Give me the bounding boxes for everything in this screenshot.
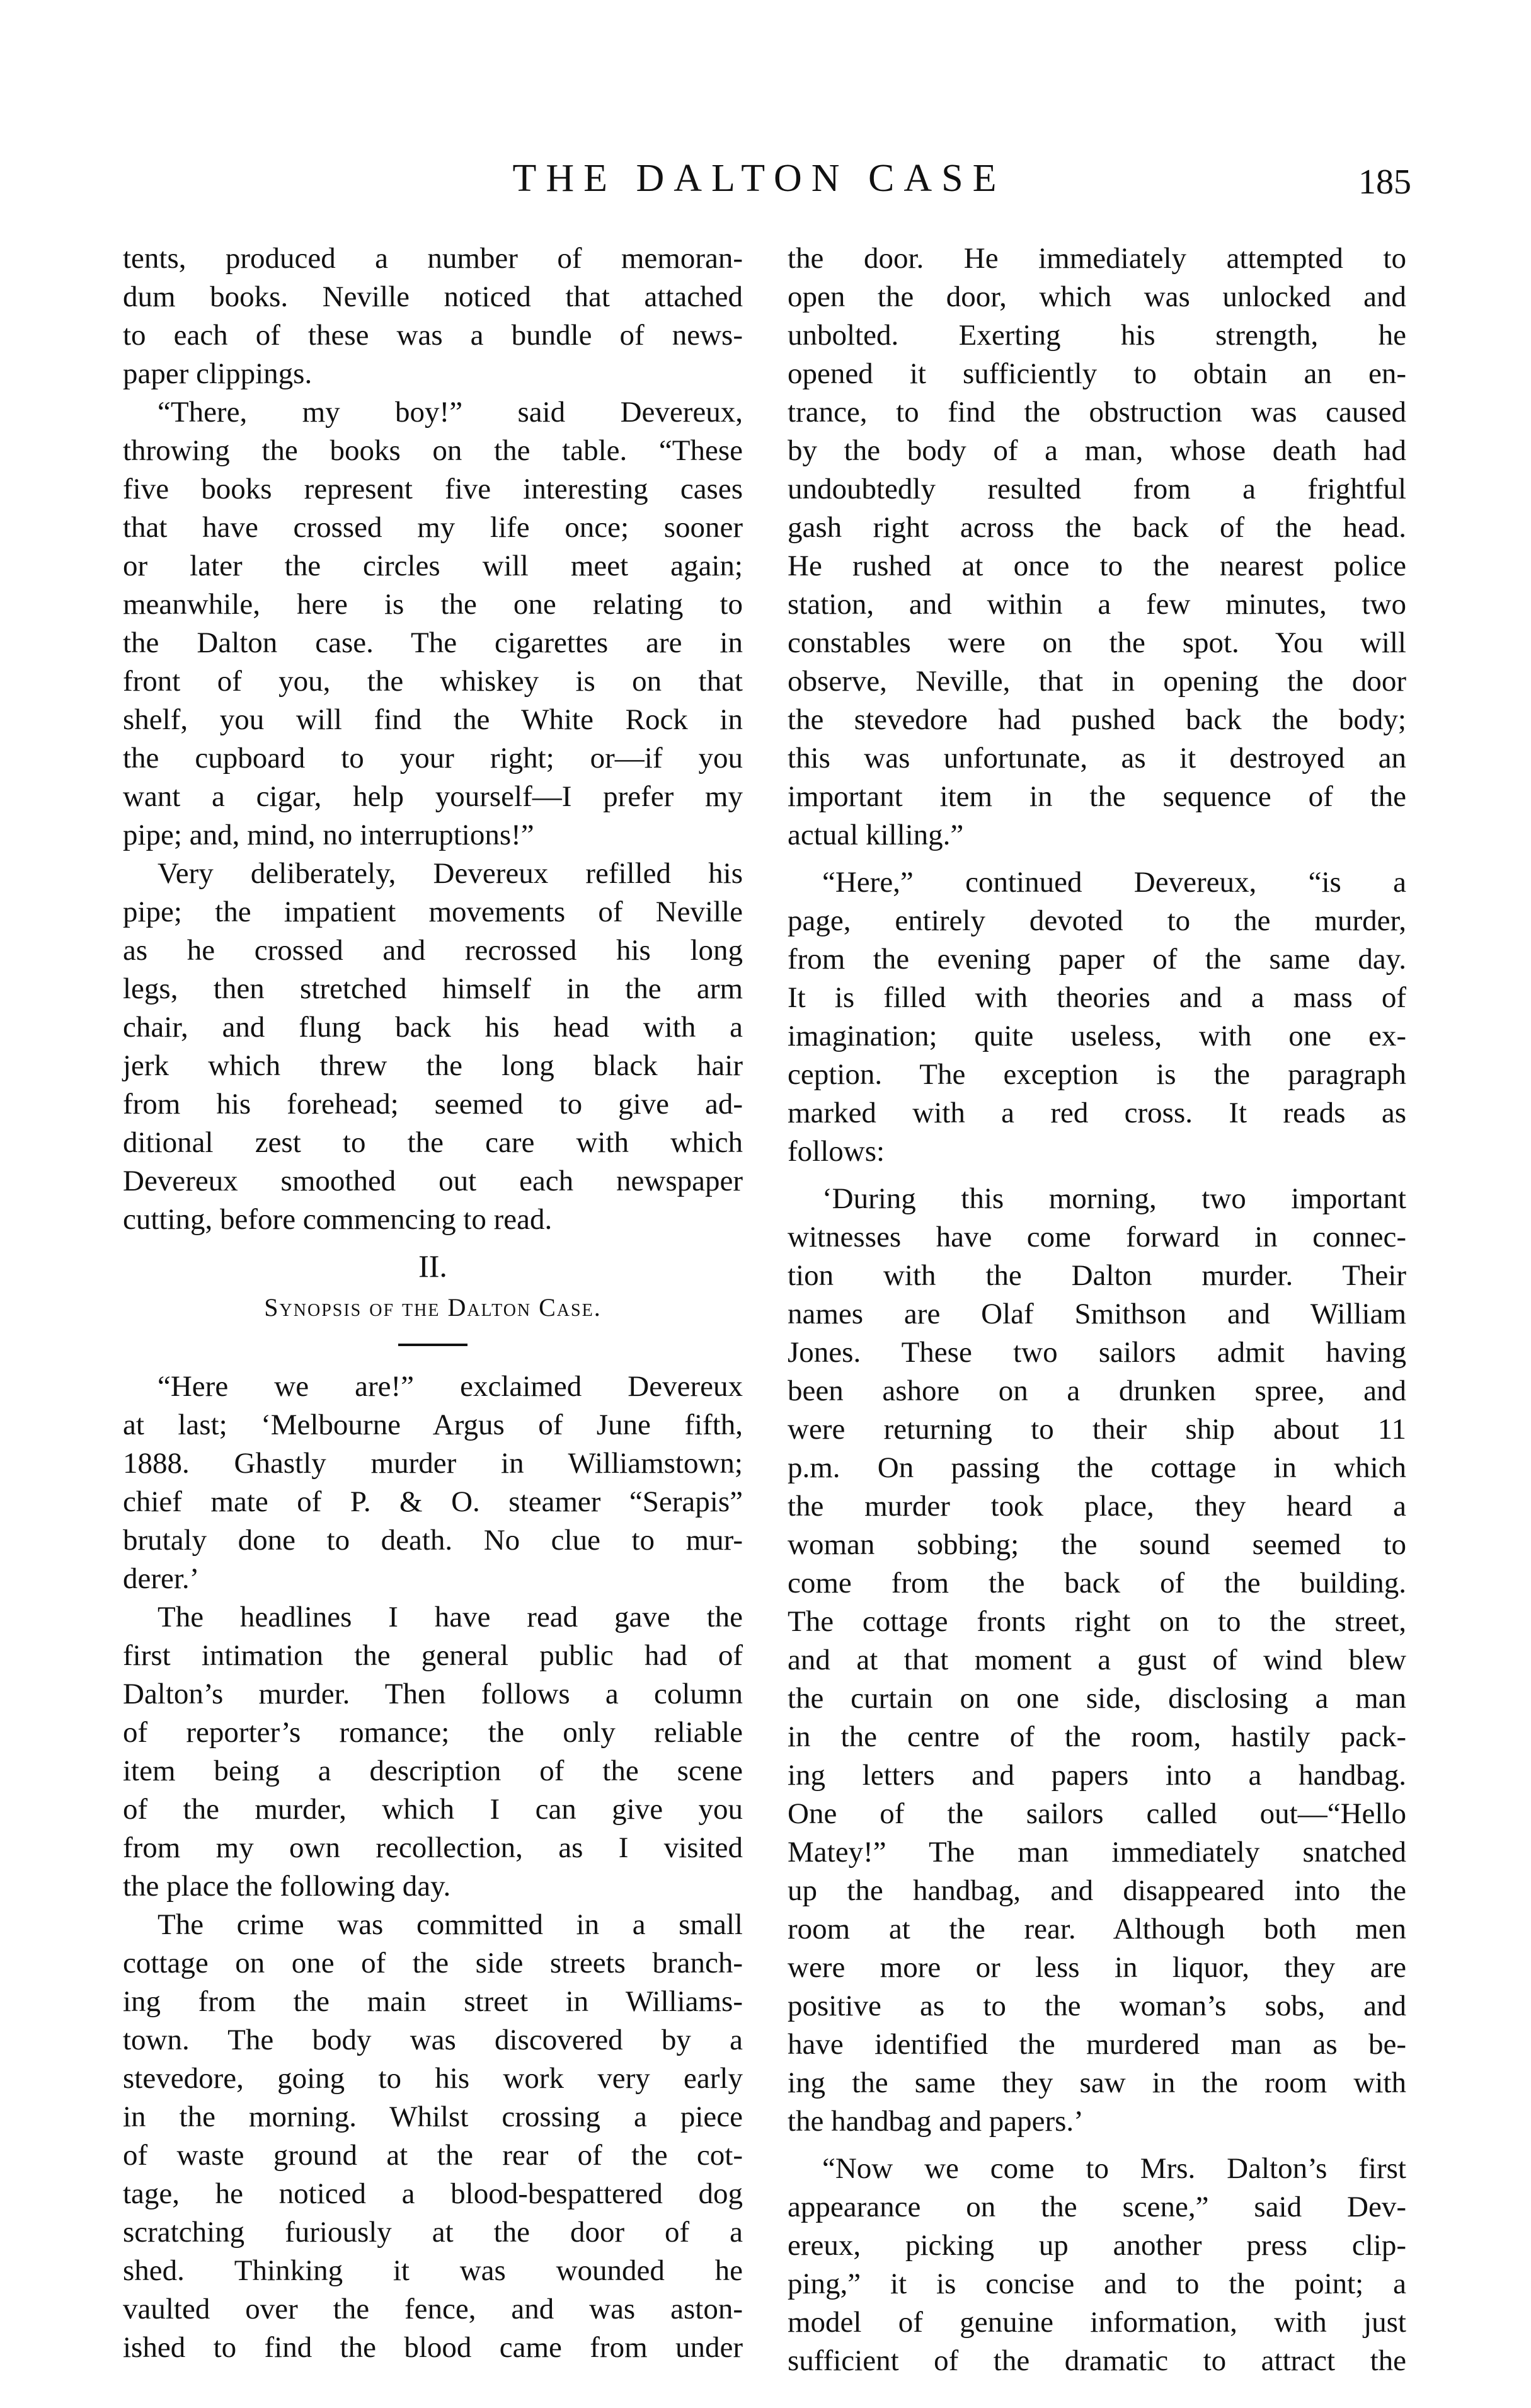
left-block-1	[123, 239, 743, 1239]
text-line: the Dalton case. The cigarettes are in	[123, 626, 743, 659]
text-line: Dalton’s murder. Then follows a column	[123, 1678, 743, 1710]
text-line: appearance on the scene,” said Dev-	[788, 2191, 1406, 2223]
text-line: ing letters and papers into a handbag.	[788, 1759, 1406, 1792]
text-line: scratching furiously at the door of a	[123, 2216, 743, 2249]
running-header	[0, 156, 1531, 200]
text-line: pipe; and, mind, no interruptions!”	[123, 819, 534, 851]
text-line: as he crossed and recrossed his long	[123, 934, 743, 967]
text-line: were returning to their ship about 11	[788, 1413, 1406, 1446]
text-line: legs, then stretched himself in the arm	[123, 972, 743, 1005]
text-line: “Now we come to Mrs. Dalton’s first	[822, 2152, 1406, 2185]
right-block-2	[788, 863, 1406, 1171]
text-line: ereux, picking up another press clip-	[788, 2229, 1406, 2262]
text-line: the murder took place, they heard a	[788, 1490, 1406, 1523]
text-line: of the murder, which I can give you	[123, 1793, 743, 1826]
text-line: of reporter’s romance; the only reliable	[123, 1716, 743, 1749]
text-line: It is filled with theories and a mass of	[788, 981, 1406, 1014]
text-line: important item in the sequence of the	[788, 780, 1406, 813]
text-line: marked with a red cross. It reads as	[788, 1097, 1406, 1129]
text-line: first intimation the general public had of	[123, 1639, 743, 1672]
text-line: throwing the books on the table. “These	[123, 434, 743, 467]
page-number: 185	[1358, 163, 1411, 202]
text-line: ping,” it is concise and to the point; a	[788, 2267, 1406, 2300]
text-line: ing the same they saw in the room with	[788, 2066, 1406, 2099]
text-line: shelf, you will find the White Rock in	[123, 703, 743, 736]
text-line: tage, he noticed a blood-bespattered dog	[123, 2177, 743, 2210]
text-line: from my own recollection, as I visited	[123, 1831, 743, 1864]
text-line: ception. The exception is the paragraph	[788, 1058, 1406, 1091]
section-number: II.	[418, 1248, 447, 1284]
text-line: tion with the Dalton murder. Their	[788, 1259, 1406, 1292]
text-line: in the morning. Whilst crossing a piece	[123, 2100, 743, 2133]
text-line: cottage on one of the side streets branch-	[123, 1947, 743, 1979]
text-line: opened it sufficiently to obtain an en-	[788, 357, 1406, 390]
text-line: chief mate of P. & O. steamer “Serapis”	[123, 1485, 743, 1518]
paragraph-gap	[788, 2141, 1406, 2150]
text-line: derer.’	[123, 1562, 200, 1595]
text-line: stevedore, going to his work very early	[123, 2062, 743, 2095]
text-line: from his forehead; seemed to give ad-	[123, 1088, 743, 1120]
text-line: have identified the murdered man as be-	[788, 2028, 1406, 2061]
text-line: the cupboard to your right; or—if you	[123, 742, 743, 775]
text-line: station, and within a few minutes, two	[788, 588, 1406, 621]
left-column	[123, 239, 743, 2367]
text-line: names are Olaf Smithson and William	[788, 1298, 1406, 1330]
text-line: the handbag and papers.’	[788, 2105, 1084, 2138]
text-line: model of genuine information, with just	[788, 2306, 1406, 2339]
text-line: by the body of a man, whose death had	[788, 434, 1406, 467]
text-line: witnesses have come forward in connec-	[788, 1221, 1406, 1253]
text-line: Jones. These two sailors admit having	[788, 1336, 1406, 1369]
text-line: sufficient of the dramatic to attract the	[788, 2344, 1406, 2377]
text-line: dum books. Neville noticed that attached	[123, 280, 743, 313]
text-line: the place the following day.	[123, 1870, 451, 1903]
text-line: room at the rear. Although both men	[788, 1913, 1406, 1945]
text-line: The cottage fronts right on to the street,	[788, 1605, 1406, 1638]
text-line: page, entirely devoted to the murder,	[788, 904, 1406, 937]
text-line: at last; ‘Melbourne Argus of June fifth,	[123, 1409, 743, 1441]
text-line: the stevedore had pushed back the body;	[788, 703, 1406, 736]
text-line: vaulted over the fence, and was aston-	[123, 2293, 743, 2325]
text-line: positive as to the woman’s sobs, and	[788, 1990, 1406, 2022]
text-line: “Here,” continued Devereux, “is a	[822, 866, 1406, 899]
text-line: this was unfortunate, as it destroyed an	[788, 742, 1406, 775]
text-line: or later the circles will meet again;	[123, 550, 743, 582]
text-line: constables were on the spot. You will	[788, 626, 1406, 659]
text-line: Devereux smoothed out each newspaper	[123, 1165, 743, 1197]
text-line: ‘During this morning, two important	[822, 1182, 1406, 1215]
text-line: the curtain on one side, disclosing a man	[788, 1682, 1406, 1715]
text-line: and at that moment a gust of wind blew	[788, 1644, 1406, 1676]
text-line: chair, and flung back his head with a	[123, 1011, 743, 1044]
text-line: imagination; quite useless, with one ex-	[788, 1020, 1406, 1052]
text-line: “There, my boy!” said Devereux,	[158, 396, 743, 429]
text-line: shed. Thinking it was wounded he	[123, 2254, 743, 2287]
right-block-1	[788, 239, 1406, 855]
text-line: Matey!” The man immediately snatched	[788, 1836, 1406, 1869]
text-line: the door. He immediately attempted to	[788, 242, 1406, 275]
text-line: follows:	[788, 1135, 885, 1168]
right-column	[788, 239, 1406, 2380]
right-block-4	[788, 2150, 1406, 2380]
left-block-2	[123, 1368, 743, 2367]
text-line: observe, Neville, that in opening the door	[788, 665, 1406, 698]
text-line: actual killing.”	[788, 819, 964, 851]
paragraph-gap	[788, 1171, 1406, 1180]
text-line: woman sobbing; the sound seemed to	[788, 1528, 1406, 1561]
text-line: open the door, which was unlocked and	[788, 280, 1406, 313]
text-line: trance, to find the obstruction was caused	[788, 396, 1406, 429]
text-line: were more or less in liquor, they are	[788, 1951, 1406, 1984]
text-line: gash right across the back of the head.	[788, 511, 1406, 544]
text-line: brutaly done to death. No clue to mur-	[123, 1524, 743, 1557]
text-line: p.m. On passing the cottage in which	[788, 1451, 1406, 1484]
text-line: tents, produced a number of memoran-	[123, 242, 743, 275]
text-line: jerk which threw the long black hair	[123, 1049, 743, 1082]
text-line: paper clippings.	[123, 357, 313, 390]
text-line: ished to find the blood came from under	[123, 2331, 743, 2364]
section-title: Synopsis of the Dalton Case.	[264, 1293, 602, 1322]
text-line: ing from the main street in Williams-	[123, 1985, 743, 2018]
text-line: to each of these was a bundle of news-	[123, 319, 743, 352]
text-line: want a cigar, help yourself—I prefer my	[123, 780, 743, 813]
text-line: 1888. Ghastly murder in Williamstown;	[123, 1447, 743, 1480]
right-block-3	[788, 1180, 1406, 2141]
text-line: come from the back of the building.	[788, 1567, 1406, 1599]
text-line: front of you, the whiskey is on that	[123, 665, 743, 698]
text-line: He rushed at once to the nearest police	[788, 550, 1406, 582]
paragraph-gap	[788, 855, 1406, 863]
text-line: meanwhile, here is the one relating to	[123, 588, 743, 621]
text-line: item being a description of the scene	[123, 1754, 743, 1787]
text-line: been ashore on a drunken spree, and	[788, 1374, 1406, 1407]
text-line: “Here we are!” exclaimed Devereux	[158, 1370, 743, 1403]
text-line: pipe; the impatient movements of Neville	[123, 896, 743, 928]
text-line: that have crossed my life once; sooner	[123, 511, 743, 544]
text-line: five books represent five interesting cases	[123, 473, 743, 505]
text-line: ditional zest to the care with which	[123, 1126, 743, 1159]
text-line: The crime was committed in a small	[158, 1908, 743, 1941]
text-line: The headlines I have read gave the	[158, 1601, 743, 1633]
text-line: undoubtedly resulted from a frightful	[788, 473, 1406, 505]
text-line: of waste ground at the rear of the cot-	[123, 2139, 743, 2172]
text-line: One of the sailors called out—“Hello	[788, 1797, 1406, 1830]
text-line: in the centre of the room, hastily pack-	[788, 1720, 1406, 1753]
text-line: from the evening paper of the same day.	[788, 943, 1406, 976]
text-line: cutting, before commencing to read.	[123, 1203, 553, 1236]
running-title: THE DALTON CASE	[512, 157, 1006, 200]
text-line: unbolted. Exerting his strength, he	[788, 319, 1406, 352]
text-line: up the handbag, and disappeared into the	[788, 1874, 1406, 1907]
text-line: Very deliberately, Devereux refilled his	[158, 857, 743, 890]
text-line: town. The body was discovered by a	[123, 2024, 743, 2056]
section-divider	[398, 1344, 467, 1346]
